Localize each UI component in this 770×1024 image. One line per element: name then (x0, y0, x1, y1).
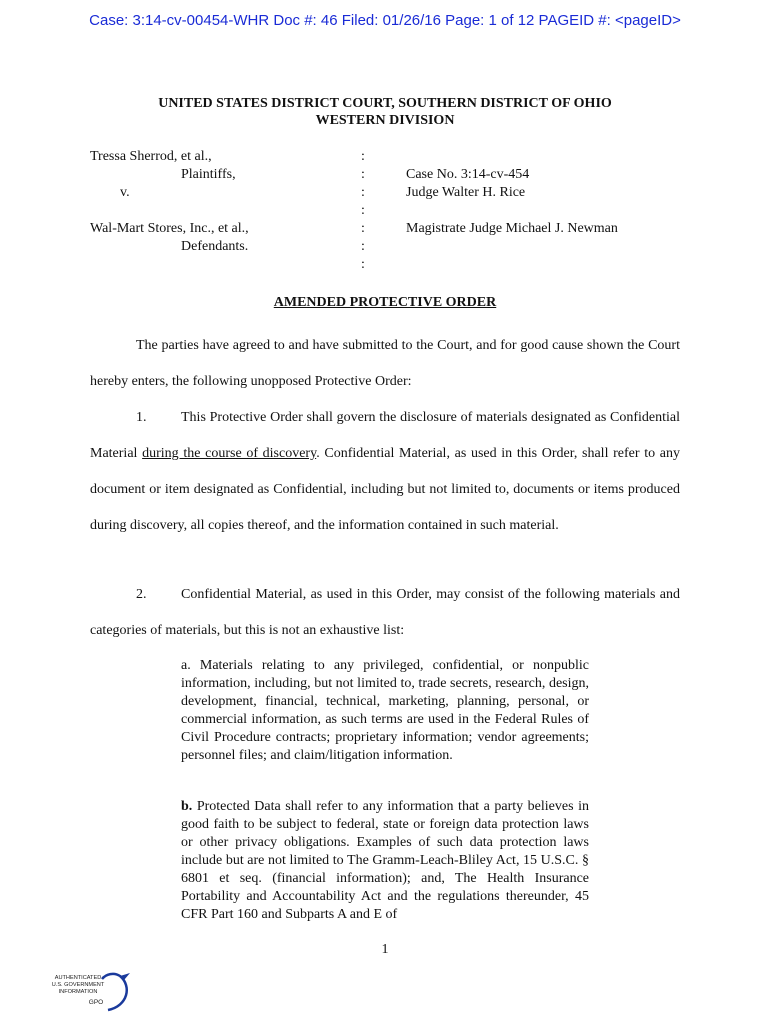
item-b-label: b. (181, 799, 193, 814)
gpo-seal-line2: U.S. GOVERNMENT (51, 982, 105, 988)
paragraph-1-number: 1. (136, 410, 147, 425)
defendant-name: Wal-Mart Stores, Inc., et al., (90, 221, 249, 236)
paragraph-2 (90, 577, 680, 649)
caption-separator: : (361, 221, 365, 236)
page-number: 1 (381, 942, 389, 957)
item-b (181, 798, 589, 924)
intro-paragraph (90, 328, 680, 400)
gpo-seal-line3: INFORMATION (58, 989, 98, 995)
paragraph-1-text-b: . Confidential Material, as used in this Order, shall refer to any document or item designated as Confidential, including but not limited to, documents or items produced during discovery, all copies thereof, and the information contained in such material. (90, 446, 681, 533)
caption-separator: : (361, 185, 365, 200)
gpo-seal-line4: GPO (88, 999, 104, 1006)
versus-label: v. (120, 185, 130, 200)
court-heading-line1: UNITED STATES DISTRICT COURT, SOUTHERN DISTRICT OF OHIO (158, 96, 612, 111)
caption-separator: : (361, 239, 365, 254)
caption-separator: : (361, 149, 365, 164)
court-heading (0, 95, 770, 129)
plaintiff-role: Plaintiffs, (181, 167, 236, 182)
paragraph-1 (90, 400, 680, 544)
paragraph-1-underlined-text: during the course of discovery (142, 446, 317, 461)
filing-header-stamp: Case: 3:14-cv-00454-WHR Doc #: 46 Filed: 01/26/16 Page: 1 of 12 PAGEID #: <pageID> (89, 12, 681, 29)
plaintiff-name: Tressa Sherrod, et al., (90, 149, 212, 164)
magistrate-judge-name: Magistrate Judge Michael J. Newman (406, 221, 618, 236)
paragraph-1-text-a: This Protective Order shall govern the disclosure of materials designated as Confidential Material (90, 410, 680, 461)
paragraph-2-number: 2. (136, 587, 147, 602)
judge-name: Judge Walter H. Rice (406, 185, 526, 200)
gpo-authentication-seal (44, 970, 134, 1015)
court-heading-line2: WESTERN DIVISION (315, 113, 455, 128)
paragraph-2-text: Confidential Material, as used in this Order, may consist of the following materials and categories of materials, but this is not an exhaustive list: (90, 587, 680, 638)
caption-separator: : (361, 167, 365, 182)
caption-separator: : (361, 203, 365, 218)
item-a: a. Materials relating to any privileged, confidential, or nonpublic information, including, but not limited to, trade secrets, research, design, development, financial, technical, marketing, planning, personal, or commercial information, as such terms are used in the Federal Rules of Civil Procedure contracts; proprietary information; vendor agreements; personnel files; and claim/litigation information. (181, 658, 589, 763)
order-title: AMENDED PROTECTIVE ORDER (273, 295, 497, 310)
item-b-text: Protected Data shall refer to any information that a party believes in good faith to be subject to federal, state or foreign data protection laws or other privacy obligations. Examples of such data protection laws include but are not limited to The Gramm-Leach-Bliley Act, 15 U.S.C. § 6801 et seq. (financial information); and, The Health Insurance Portability and Accountability Act and the regulations thereunder, 45 CFR Part 160 and Subparts A and E of (181, 799, 589, 922)
gpo-seal-line1: AUTHENTICATED (54, 975, 102, 981)
defendant-role: Defendants. (181, 239, 249, 254)
case-number: Case No. 3:14-cv-454 (406, 167, 530, 182)
gpo-eagle-swoosh (102, 974, 127, 1010)
caption-separator: : (361, 257, 365, 272)
intro-text: The parties have agreed to and have submitted to the Court, and for good cause shown the Court hereby enters, the following unopposed Protective Order: (90, 338, 680, 389)
